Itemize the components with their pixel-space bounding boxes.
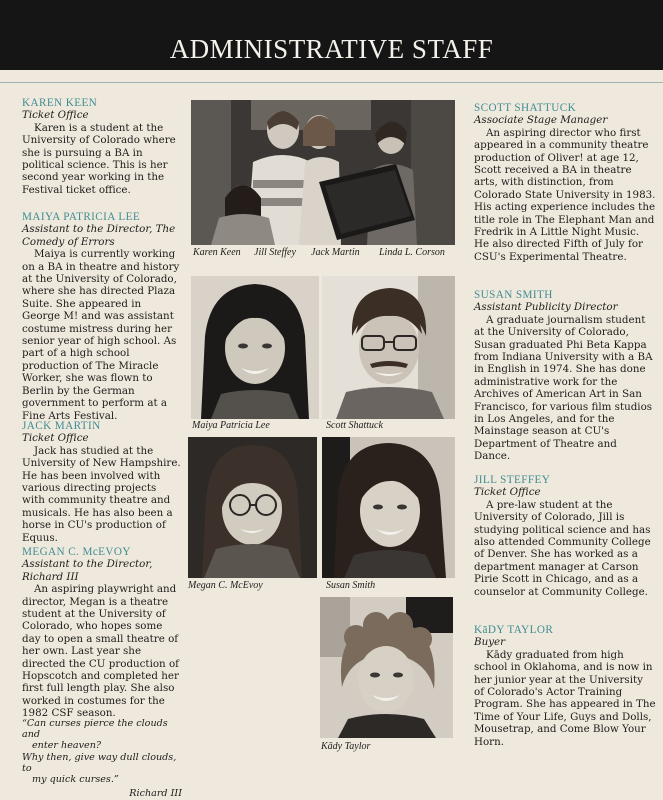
bio-text: A graduate journalism student at the University of Colorado, Susan graduated Phi Beta Kappa from Indiana University with a BA in English in 1974. She has done administrative work for the Archives of American Art in San Francisco, for various film studios in Los Angeles, and for the Mainstage season at CU's Department of Theatre and Dance.	[474, 313, 653, 463]
bio-role: Assistant to the Director, The Comedy of Errors	[22, 223, 176, 248]
bio-role: Ticket Office	[22, 432, 89, 445]
bio-name: JACK MARTIN	[22, 420, 101, 432]
bio-text: An aspiring playwright and director, Megan is a theatre student at the University of Colorado, who hopes some day to open a small theatre of her own. Last year she directed the CU production of Hopscotch and completed her first full length play. She also worked in costumes for the 1982 CSF season.	[22, 583, 179, 720]
bio-scott-shattuck	[474, 102, 656, 263]
bio-text: Kādy graduated from high school in Oklahoma, and is now in her junior year at the University of Colorado's Actor Training Program. She has appeared in The Time of Your Life, Guys and Dolls, Mousetrap, and Come Blow Your Horn.	[474, 648, 656, 748]
page-header	[0, 0, 663, 70]
quote-source: Richard III	[129, 788, 182, 800]
caption-megan-mcevoy: Megan C. McEvoy	[188, 580, 263, 591]
bio-name: KAREN KEEN	[22, 97, 98, 109]
bio-text: Karen is a student at the University of Colorado where she is pursuing a BA in political science. This is her second year working in the Festival ticket office.	[22, 121, 176, 196]
caption-maiya-lee: Maiya Patricia Lee	[192, 420, 270, 431]
bio-text: A pre-law student at the University of Colorado, Jill is studying political science and has also attended Community College of Denver. She has worked as a department manager at Carson Pirie Scott in Chicago, and as a counselor at Community College.	[474, 498, 651, 598]
quote-block	[22, 718, 182, 799]
photo-megan-mcevoy	[188, 437, 317, 578]
bio-role: Associate Stage Manager	[474, 114, 608, 127]
bio-role: Buyer	[474, 636, 506, 649]
bio-name: MAIYA PATRICIA LEE	[22, 211, 141, 223]
page-title: ADMINISTRATIVE STAFF	[169, 34, 494, 64]
bio-jack-martin	[22, 420, 182, 544]
group-photo	[191, 100, 455, 245]
caption-linda-corson: Linda L. Corson	[379, 247, 445, 258]
bio-jill-steffey	[474, 474, 656, 598]
bio-role: Assistant Publicity Director	[474, 301, 618, 314]
quote-line: my quick curses.”	[32, 774, 119, 786]
bio-role: Assistant to the Director, Richard III	[22, 558, 153, 583]
photo-susan-smith	[322, 437, 455, 578]
bio-role: Ticket Office	[22, 109, 89, 122]
quote-line: enter heaven?	[32, 740, 102, 752]
bio-megan-mcevoy	[22, 546, 182, 720]
caption-susan-smith: Susan Smith	[326, 580, 376, 591]
bio-name: KāDY TAYLOR	[474, 624, 554, 636]
bio-name: JILL STEFFEY	[474, 474, 551, 486]
bio-text: Jack has studied at the University of New Hampshire. He has been involved with various directing projects with community theatre and musicals. He has also been a horse in CU's production of Equus.	[22, 444, 181, 544]
photo-kady-taylor	[320, 597, 453, 738]
bio-susan-smith	[474, 289, 656, 463]
caption-jill-steffey: Jill Steffey	[254, 247, 296, 258]
caption-karen-keen: Karen Keen	[193, 247, 241, 258]
header-rule	[0, 82, 663, 83]
bio-kady-taylor	[474, 624, 656, 748]
bio-name: SUSAN SMITH	[474, 289, 553, 301]
bio-karen-keen	[22, 97, 182, 196]
bio-name: SCOTT SHATTUCK	[474, 102, 577, 114]
caption-kady-taylor: Kādy Taylor	[321, 741, 371, 752]
quote-line: Why then, give way dull clouds, to	[22, 751, 177, 774]
caption-jack-martin: Jack Martin	[311, 247, 360, 258]
photo-scott-shattuck	[322, 276, 455, 419]
bio-role: Ticket Office	[474, 486, 541, 499]
bio-name: MEGAN C. McEVOY	[22, 546, 131, 558]
caption-scott-shattuck: Scott Shattuck	[326, 420, 383, 431]
bio-text: An aspiring director who first appeared in a community theatre production of Oliver! at age 12, Scott received a BA in theatre arts, with distinction, from Colorado State University in 1983. His acting experience includes the title role in The Elephant Man and Fredrik in A Little Night Music. He also directed Fifth of July for CSU's Experimental Theatre.	[474, 126, 656, 263]
bio-maiya-lee	[22, 211, 182, 422]
quote-line: “Can curses pierce the clouds and	[22, 718, 168, 741]
photo-maiya-lee	[191, 276, 319, 419]
bio-text: Maiya is currently working on a BA in theatre and history at the University of Colorado, where she has directed Plaza Suite. She appeared in George M! and was assistant costume mistress during her senior year of high school. As part of a high school production of The Miracle Worker, she was flown to Berlin by the German government to perform at a Fine Arts Festival.	[22, 248, 180, 422]
